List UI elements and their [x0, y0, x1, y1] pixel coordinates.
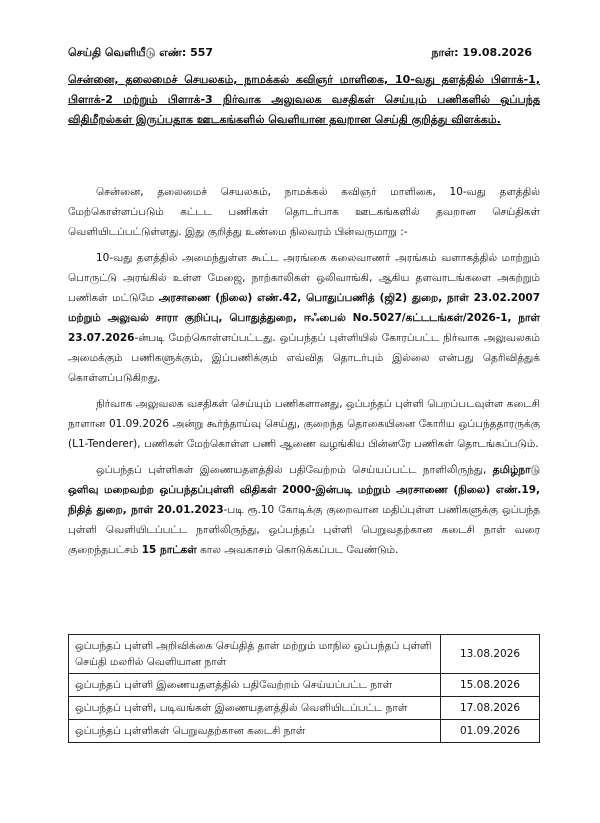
table-row [69, 674, 540, 697]
schedule-event: ஒப்பந்தப் புள்ளி, படிவங்கள் இணையதளத்தில் வெளியிடப்பட்ட நாள் [69, 697, 441, 720]
paragraph-4-rules-ref: தமிழ்நாடு ஒளிவு மறைவற்ற ஒப்பந்தப்புள்ளி விதிகள் 2000-இன்படி மற்றும் அரசாணை (நிலை) எண்.19, நிதித் துறை, நாள் 20.01.2023 [68, 464, 540, 516]
paragraph-2-order-ref: அரசாணை (நிலை) எண்.42, பொதுப்பணித் (ஜி2) துறை, நாள் 23.02.2007 மற்றும் அலுவல் சாரா குறிப்பு, பொதுத்துறை, ஈஃபைல் No.5027/கட்டடங்கள்/2026-1, நாள் 23.07.2026 [68, 292, 540, 344]
tender-schedule-table [68, 634, 540, 743]
paragraph-4-text-a: ஒப்பந்தப் புள்ளிகள் இணையதளத்தில் பதிவேற்றம் செய்யப்பட்ட நாளிலிருந்து, [96, 464, 493, 476]
body-text [68, 182, 540, 566]
paragraph-4-text-c: -படி ரூ.10 கோடிக்கு குறைவான மதிப்புள்ள பணிகளுக்கு ஒப்பந்த புள்ளி வெளியிடப்பட்ட நாளிலிருந்து, ஒப்பந்தப் புள்ளி பெறுவதற்கான கடைசி நாள் வரை குறைந்தபட்சம் [68, 504, 541, 556]
schedule-date: 15.08.2026 [441, 674, 540, 697]
schedule-event: ஒப்பந்தப் புள்ளி அறிவிக்கை செய்தித் தாள் மற்றும் மாநில ஒப்பந்தப் புள்ளி செய்தி மலரில் வெளியான நாள் [69, 635, 441, 674]
paragraph-2 [68, 248, 540, 388]
table-row [69, 635, 540, 674]
schedule-event: ஒப்பந்தப் புள்ளி இணையதளத்தில் பதிவேற்றம் செய்யப்பட்ட நாள் [69, 674, 441, 697]
table-row [69, 720, 540, 743]
paragraph-4-days: 15 நாட்கள் [141, 544, 197, 556]
schedule-date: 17.08.2026 [441, 697, 540, 720]
paragraph-4 [68, 460, 540, 560]
schedule-event: ஒப்பந்தப் புள்ளிகள் பெறுவதற்கான கடைசி நாள் [69, 720, 441, 743]
table-row [69, 697, 540, 720]
paragraph-4-text-e: கால அவகாசம் கொடுக்கப்பட வேண்டும். [196, 544, 399, 556]
paragraph-2-text-c: -ன்படி மேற்கொள்ளப்பட்டது. ஒப்பந்தப் புள்ளியில் கோரப்பட்ட நிர்வாக அலுவலகம் அமைக்கும் பணிகளுக்கும், இப்பணிக்கும் எவ்வித தொடர்பும் இல்லை என்பது தெரிவித்துக் கொள்ளப்படுகிறது. [68, 332, 540, 384]
paragraph-2-text-a: 10-வது தளத்தில் அமைந்துள்ள கூட்ட அரங்கை கலைவாணர் அரங்கம் வளாகத்தில் மாற்றும் பொருட்டு அரங்கில் உள்ள மேஜை, நாற்காலிகள் ஒலிவாங்கி, ஆகிய தளவாடங்களை அகற்றும் பணிகள் மட்டுமே [68, 252, 540, 304]
schedule-date: 01.09.2026 [441, 720, 540, 743]
paragraph-3: நிர்வாக அலுவலக வசதிகள் செய்யும் பணிகளானது, ஒப்பந்தப் புள்ளி பெறப்படவுள்ள கடைசி நாளான 01.09.2026 அன்று கூர்ந்தாய்வு செய்து, குறைந்த தொகையினை கோரிய ஒப்பந்ததாரருக்கு (L1-Tenderer), பணிகள் மேற்கொள்ள பணி ஆணை வழங்கிய பின்னரே பணிகள் தொடங்கப்படும். [68, 398, 540, 450]
subject-heading: சென்னை, தலைமைச் செயலகம், நாமக்கல் கவிஞர் மாளிகை, 10-வது தளத்தில் பிளாக்-1, பிளாக்-2 மற்றும் பிளாக்-3 நிர்வாக அலுவலக வசதிகள் செய்யும் பணிகளில் ஒப்பந்த விதிமீறல்கள் இருப்பதாக ஊடகங்களில் வெளியான தவறான செய்தி குறித்து விளக்கம். [68, 73, 540, 126]
release-date: நாள்: 19.08.2026 [431, 46, 532, 59]
release-number: செய்தி வெளியீடு எண்: 557 [68, 46, 214, 59]
paragraph-1: சென்னை, தலைமைச் செயலகம், நாமக்கல் கவிஞர் மாளிகை, 10-வது தளத்தில் மேற்கொள்ளப்படும் கட்டட பணிகள் தொடர்பாக ஊடகங்களில் தவறான செய்திகள் வெளியிடப்பட்டுள்ளது. இது குறித்து உண்மை நிலவரம் பின்வருமாறு :- [68, 186, 540, 238]
schedule-date: 13.08.2026 [441, 635, 540, 674]
